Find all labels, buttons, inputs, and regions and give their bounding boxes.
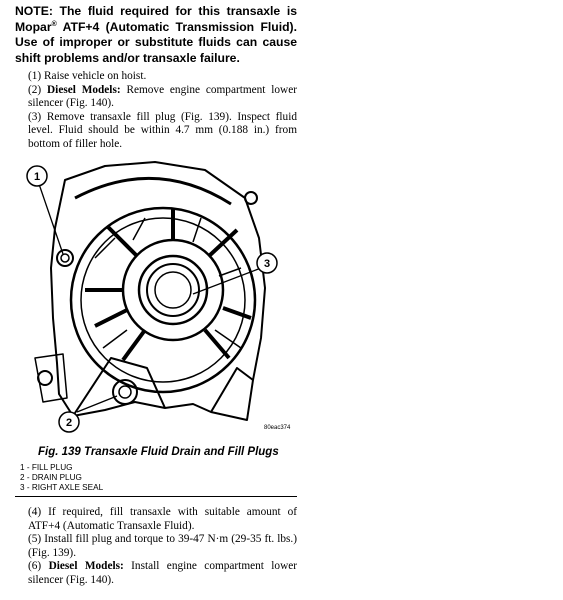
step-1: (1) Raise vehicle on hoist. [28, 70, 147, 82]
procedure-steps-bottom [15, 506, 297, 588]
transaxle-figure [15, 158, 297, 436]
procedure-steps-top [15, 70, 297, 152]
step-2: (2) Diesel Models: Remove engine compartment lower silencer (Fig. 140). [28, 83, 297, 110]
note-warning: NOTE: The fluid required for this transaxle is Mopar® ATF+4 (Automatic Transmission Fluid). Use of improper or substitute fluids can cause shift problems and/or transaxle failure. [15, 4, 297, 65]
step-4: (4) If required, fill transaxle with suitable amount of ATF+4 (Automatic Transaxle Fluid). [28, 506, 297, 532]
registered-mark: ® [51, 20, 57, 28]
step-3: (3) Remove transaxle fill plug (Fig. 139). Inspect fluid level. Fluid should be within 4.7 mm (0.188 in.) from bottom of filler hole. [28, 110, 297, 150]
callout-label-1: 1 [33, 171, 41, 183]
legend-item: 2 - DRAIN PLUG [20, 473, 82, 482]
callout-label-3: 3 [263, 258, 271, 270]
divider [15, 496, 297, 497]
step-5: (5) Install fill plug and torque to 39-47 N·m (29-35 ft. lbs.) (Fig. 139). [28, 533, 297, 559]
figure-legend [20, 463, 103, 493]
figure-code: 80eac374 [264, 425, 291, 431]
legend-item: 3 - RIGHT AXLE SEAL [20, 483, 104, 492]
figure-caption: Fig. 139 Transaxle Fluid Drain and Fill Plugs [38, 446, 279, 458]
transaxle-line-drawing-icon [15, 158, 297, 436]
step-6: (6) Diesel Models: Install engine compartment lower silencer (Fig. 140). [28, 560, 298, 586]
callout-label-2: 2 [65, 417, 73, 429]
legend-item: 1 - FILL PLUG [20, 463, 73, 472]
